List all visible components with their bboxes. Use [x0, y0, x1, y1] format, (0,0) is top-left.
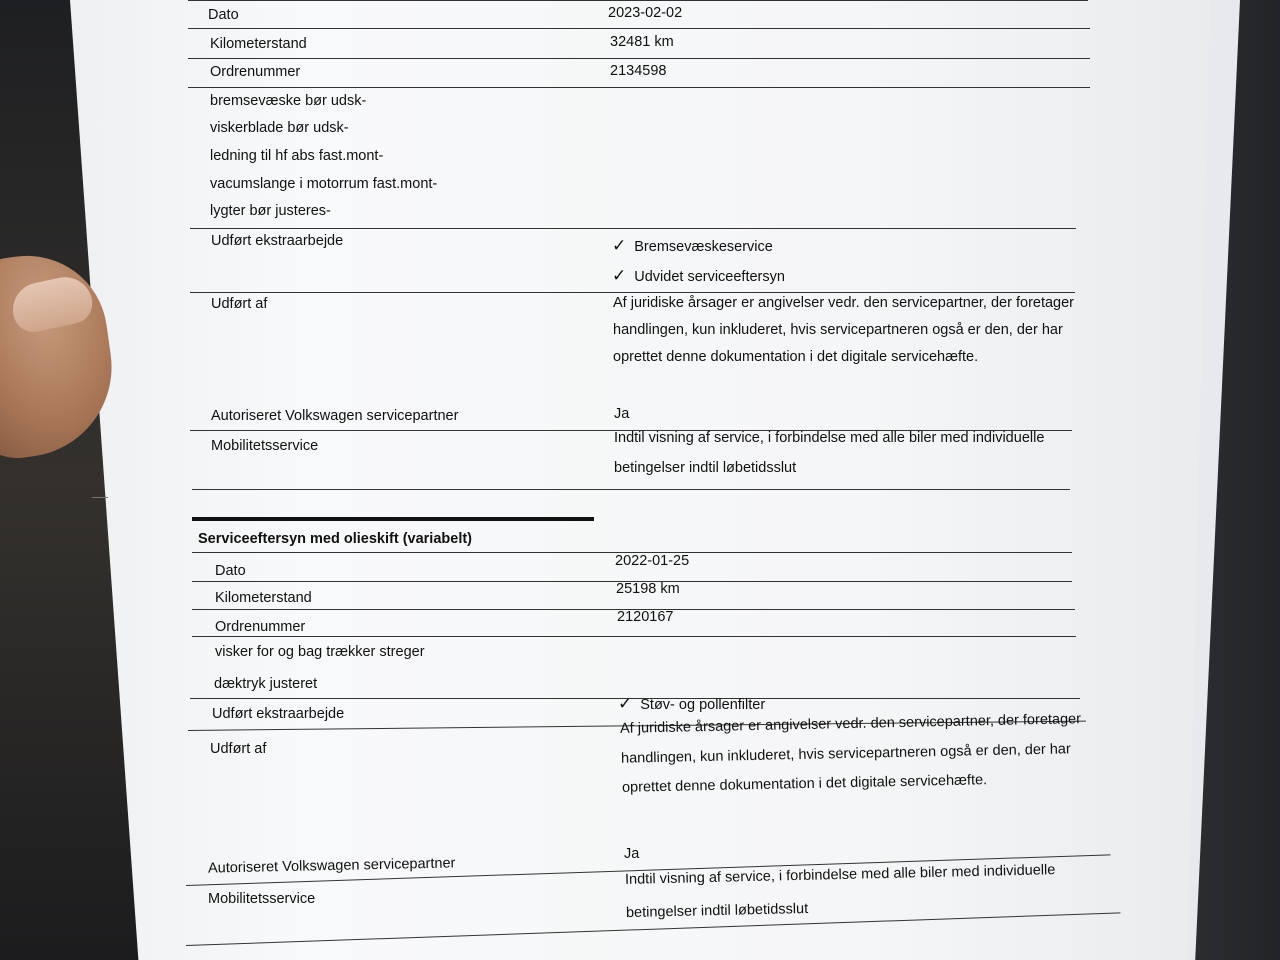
- divider: [188, 0, 1088, 1]
- mobility-service-text: betingelser indtil løbetidsslut: [614, 460, 797, 476]
- extra-work-label: Udført ekstraarbejde: [211, 233, 344, 249]
- mobility-service-label: Mobilitetsservice: [211, 438, 319, 454]
- performed-by-label: Udført af: [210, 741, 267, 757]
- divider: [192, 636, 1076, 637]
- performed-by-text: oprettet denne dokumentation i det digitale servicehæfte.: [613, 349, 979, 365]
- divider: [190, 228, 1076, 229]
- authorized-partner-value: Ja: [614, 406, 630, 422]
- extra-work-item: ✓ Udvidet serviceeftersyn: [612, 266, 785, 285]
- divider: [192, 489, 1070, 490]
- order-value: 2134598: [610, 63, 667, 79]
- performed-by-text: Af juridiske årsager er angivelser vedr. den servicepartner, der foretager: [613, 295, 1075, 311]
- note-line: bremsevæske bør udsk-: [210, 93, 367, 109]
- note-line: visker for og bag trækker streger: [215, 644, 425, 660]
- order-label: Ordrenummer: [210, 64, 301, 80]
- date-label: Dato: [208, 7, 239, 23]
- km-label: Kilometerstand: [210, 36, 307, 52]
- performed-by-text: Af juridiske årsager er angivelser vedr. den servicepartner, der foretager: [619, 711, 1082, 737]
- note-line: viskerblade bør udsk-: [210, 120, 349, 136]
- extra-work-item: ✓ Støv- og pollenfilter: [618, 694, 766, 713]
- date-value: 2023-02-02: [608, 5, 683, 21]
- performed-by-label: Udført af: [211, 296, 268, 312]
- performed-by-text: handlingen, kun inkluderet, hvis servicepartneren også er den, der har: [613, 322, 1063, 338]
- divider: [188, 58, 1090, 59]
- authorized-partner-label: Autoriseret Volkswagen servicepartner: [207, 855, 456, 877]
- note-line: vacumslange i motorrum fast.mont-: [210, 176, 438, 192]
- stray-mark: [92, 497, 108, 498]
- authorized-partner-label: Autoriseret Volkswagen servicepartner: [211, 408, 459, 424]
- km-value: 25198 km: [616, 581, 680, 597]
- order-label: Ordrenummer: [215, 619, 306, 635]
- section-rule: [192, 517, 594, 521]
- section-heading: Serviceeftersyn med olieskift (variabelt): [198, 531, 473, 547]
- order-value: 2120167: [617, 609, 674, 625]
- km-label: Kilometerstand: [215, 590, 312, 606]
- divider: [190, 292, 1075, 293]
- mobility-service-text: betingelser indtil løbetidsslut: [625, 900, 809, 922]
- note-line: ledning til hf abs fast.mont-: [210, 148, 384, 164]
- date-value: 2022-01-25: [615, 553, 690, 569]
- mobility-service-label: Mobilitetsservice: [208, 891, 316, 907]
- checkmark-icon: ✓: [618, 694, 633, 713]
- service-record-sheet: [70, 0, 1210, 960]
- note-line: lygter bør justeres-: [210, 203, 331, 219]
- divider: [188, 87, 1090, 88]
- checkmark-icon: ✓: [612, 266, 627, 285]
- performed-by-text: oprettet denne dokumentation i det digitale servicehæfte.: [621, 772, 988, 796]
- extra-work-label: Udført ekstraarbejde: [212, 706, 345, 722]
- authorized-partner-value: Ja: [624, 846, 640, 862]
- divider: [188, 28, 1090, 29]
- date-label: Dato: [215, 563, 246, 579]
- extra-work-item: ✓ Bremsevæskeservice: [612, 236, 773, 255]
- mobility-service-text: Indtil visning af service, i forbindelse med alle biler med individuelle: [624, 862, 1056, 888]
- note-line: dæktryk justeret: [214, 676, 318, 692]
- km-value: 32481 km: [610, 34, 674, 50]
- checkmark-icon: ✓: [612, 236, 627, 255]
- performed-by-text: handlingen, kun inkluderet, hvis servicepartneren også er den, der har: [620, 741, 1071, 767]
- mobility-service-text: Indtil visning af service, i forbindelse med alle biler med individuelle: [614, 430, 1045, 446]
